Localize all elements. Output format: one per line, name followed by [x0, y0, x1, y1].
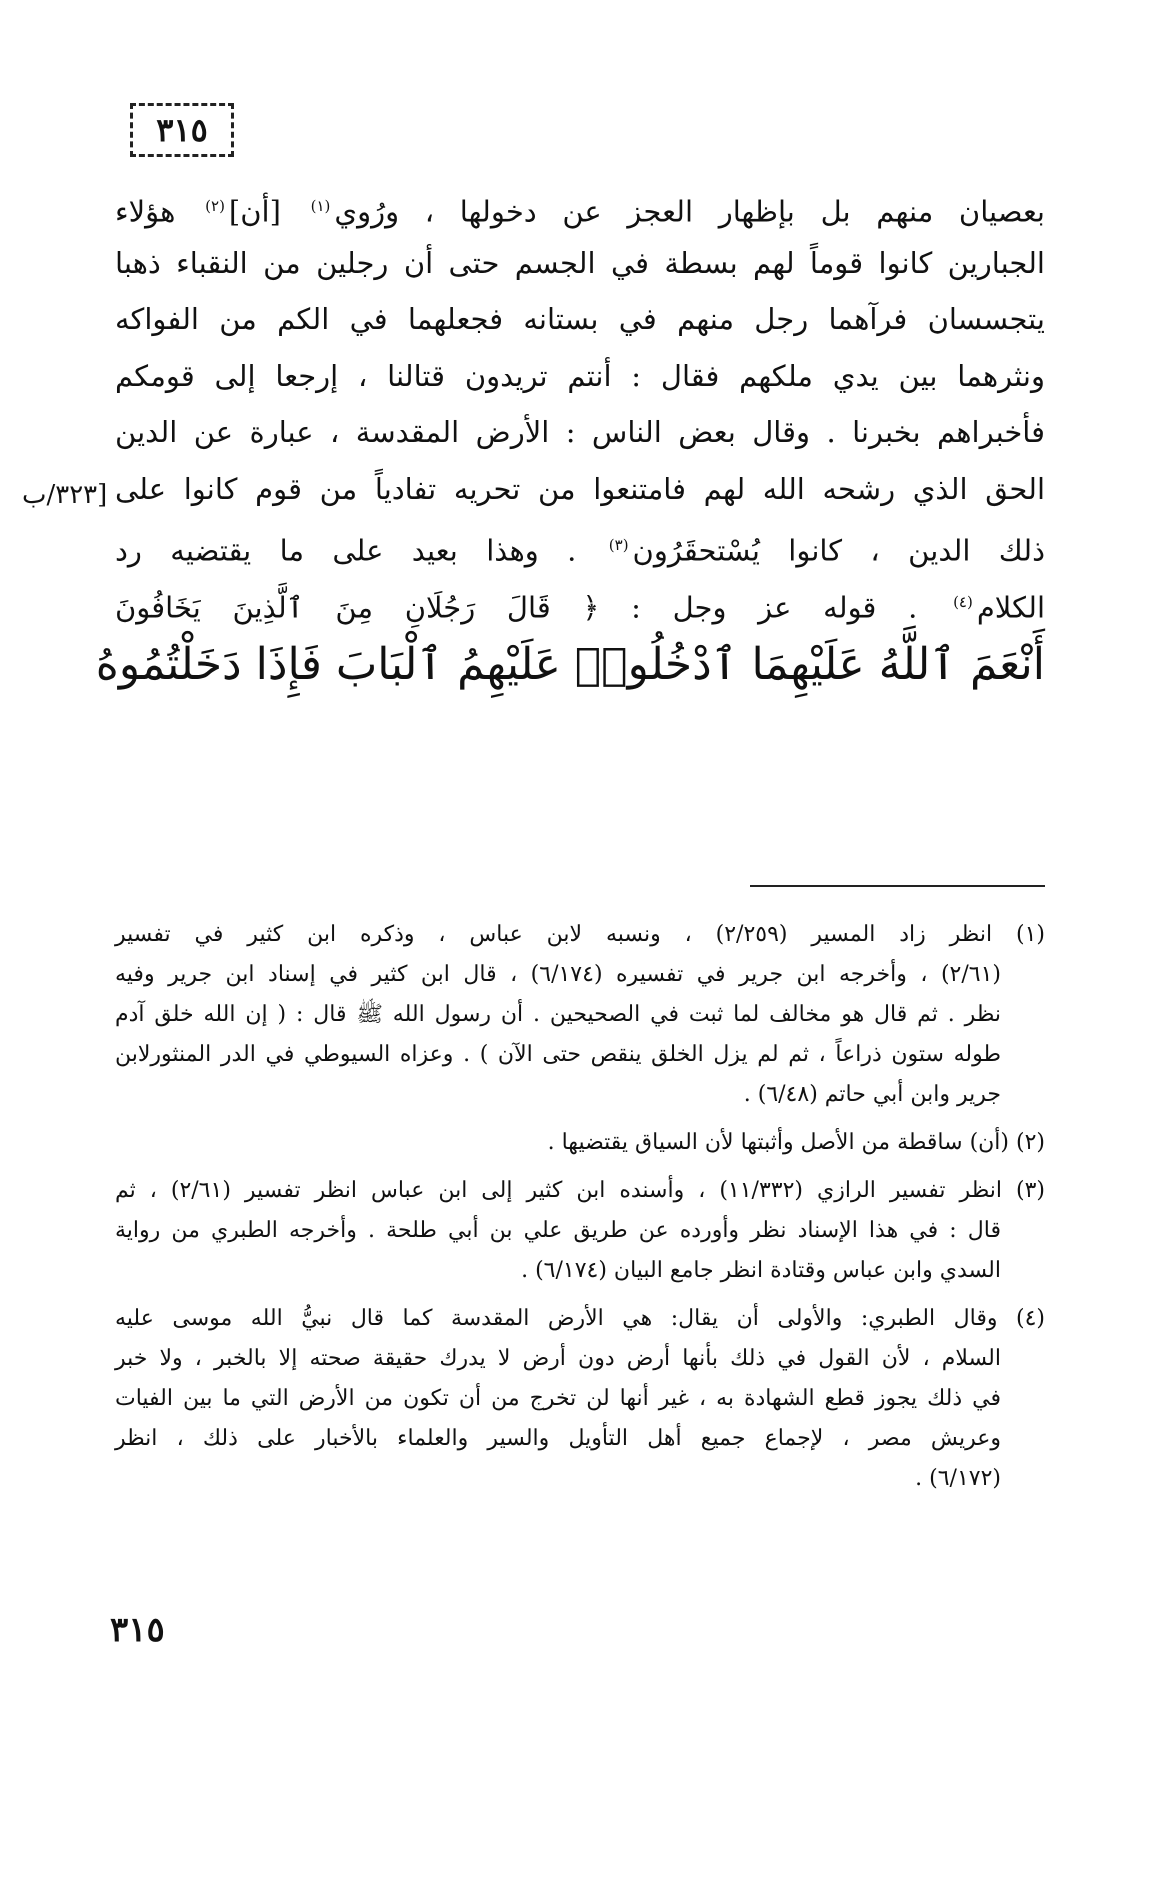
page-number-header-text: ٣١٥ — [156, 111, 208, 149]
footnote-line: طوله ستون ذراعاً ، ثم لم يزل الخلق ينقص حتى الآن ) . وعزاه السيوطي في الدر المنثورلابن — [115, 1042, 1001, 1067]
footnote-separator — [750, 885, 1045, 887]
main-line-6: الحق الذي رشحه الله لهم فامتنعوا من تحريه تفادياً من قوم كانوا على — [115, 471, 1045, 506]
quran-verse-line: أَنْعَمَ ٱللَّهُ عَلَيْهِمَا ٱدْخُلُوا۟ عَلَيْهِمُ ٱلْبَابَ فَإِذَا دَخَلْتُمُوهُ — [95, 639, 1045, 690]
footnote-3 — [115, 1171, 1045, 1291]
footnote-line: (٢) (أن) ساقطة من الأصل وأثبتها لأن السياق يقتضيها . — [547, 1130, 1045, 1155]
footnote-mark-1: (١) — [310, 197, 331, 215]
page-number-footer: ٣١٥ — [110, 1610, 165, 1650]
page-number-header — [130, 103, 234, 157]
main-line-7: ذلك الدين ، كانوا يُسْتحقَرُون$^{(٣)}$ . وهذا بعيد على ما يقتضيه رد — [115, 533, 1045, 568]
manuscript-folio-note: [٣٢٣/ب — [22, 480, 108, 510]
footnote-line: قال : في هذا الإسناد نظر وأورده عن طريق علي بن أبي طلحة . وأخرجه الطبري من رواية — [115, 1218, 1001, 1243]
footnote-mark-2: (٢) — [205, 197, 225, 215]
main-line-4: ونثرهما بين يدي ملكهم فقال : أنتم تريدون قتالنا ، إرجعا إلى قومكم — [115, 358, 1045, 393]
footnote-line: السلام ، لأن القول في ذلك بأنها أرض دون أرض لا يدرك حقيقة صحته إلا بالخبر ، ولا خبر — [115, 1346, 1001, 1371]
footnote-2 — [115, 1123, 1045, 1163]
footnote-mark-4: (٤) — [953, 592, 973, 611]
main-line-8: الكلام$^{(٤)}$ . قوله عز وجل : ﴿ قَالَ رَجُلَانِ مِنَ ٱلَّذِينَ يَخَافُونَ — [115, 590, 1046, 625]
footnote-4 — [115, 1299, 1045, 1499]
footnotes — [115, 915, 1045, 1507]
footnote-line: في ذلك يجوز قطع الشهادة به ، غير أنها لن تخرج من أن تكون من الأرض التي ما بين الفيات — [115, 1386, 1001, 1411]
main-text — [95, 178, 1046, 700]
inserted-word: [أن] — [228, 194, 281, 229]
main-line-1: بعصيان منهم بل بإظهار العجز عن دخولها ، ورُوي$^{(١)}$ [أن]$^{(٢)}$ هؤلاء — [115, 194, 1046, 229]
footnote-line: السدي وابن عباس وقتادة انظر جامع البيان (٦/١٧٤) . — [521, 1258, 1001, 1283]
footnote-line: نظر . ثم قال هو مخالف لما ثبت في الصحيحين . أن رسول الله ﷺ قال : ( إن الله خلق آدم — [115, 1002, 1001, 1027]
main-line-5: فأخبراهم بخبرنا . وقال بعض الناس : الأرض المقدسة ، عبارة عن الدين — [115, 415, 1045, 449]
footnote-line: (١) انظر زاد المسير (٢/٢٥٩) ، ونسبه لابن عباس ، وذكره ابن كثير في تفسير — [115, 922, 1045, 947]
footnote-1 — [115, 915, 1045, 1115]
footnote-mark-3: (٣) — [608, 536, 629, 554]
footnote-line: (٢/٦١) ، وأخرجه ابن جرير في تفسيره (٦/١٧٤) ، قال ابن كثير في إسناد ابن جرير وفيه — [115, 962, 1001, 987]
main-line-2: الجبارين كانوا قوماً لهم بسطة في الجسم حتى أن رجلين من النقباء ذهبا — [115, 245, 1045, 280]
footnote-line: (٣) انظر تفسير الرازي (١١/٣٣٢) ، وأسنده ابن كثير إلى ابن عباس انظر تفسير (٢/٦١) ، ثم — [115, 1178, 1045, 1203]
footnote-line: (٤) وقال الطبري: والأولى أن يقال: هي الأرض المقدسة كما قال نبيُّ الله موسى عليه — [115, 1306, 1045, 1331]
footnote-line: (٦/١٧٢) . — [915, 1466, 1001, 1491]
main-line-3: يتجسسان فرآهما رجل منهم في بستانه فجعلهما في الكم من الفواكه — [115, 302, 1045, 336]
footnote-line: جرير وابن أبي حاتم (٦/٤٨) . — [743, 1082, 1001, 1107]
footnote-line: وعريش مصر ، لإجماع جميع أهل التأويل والسير والعلماء بالأخبار على ذلك ، انظر — [115, 1426, 1001, 1451]
